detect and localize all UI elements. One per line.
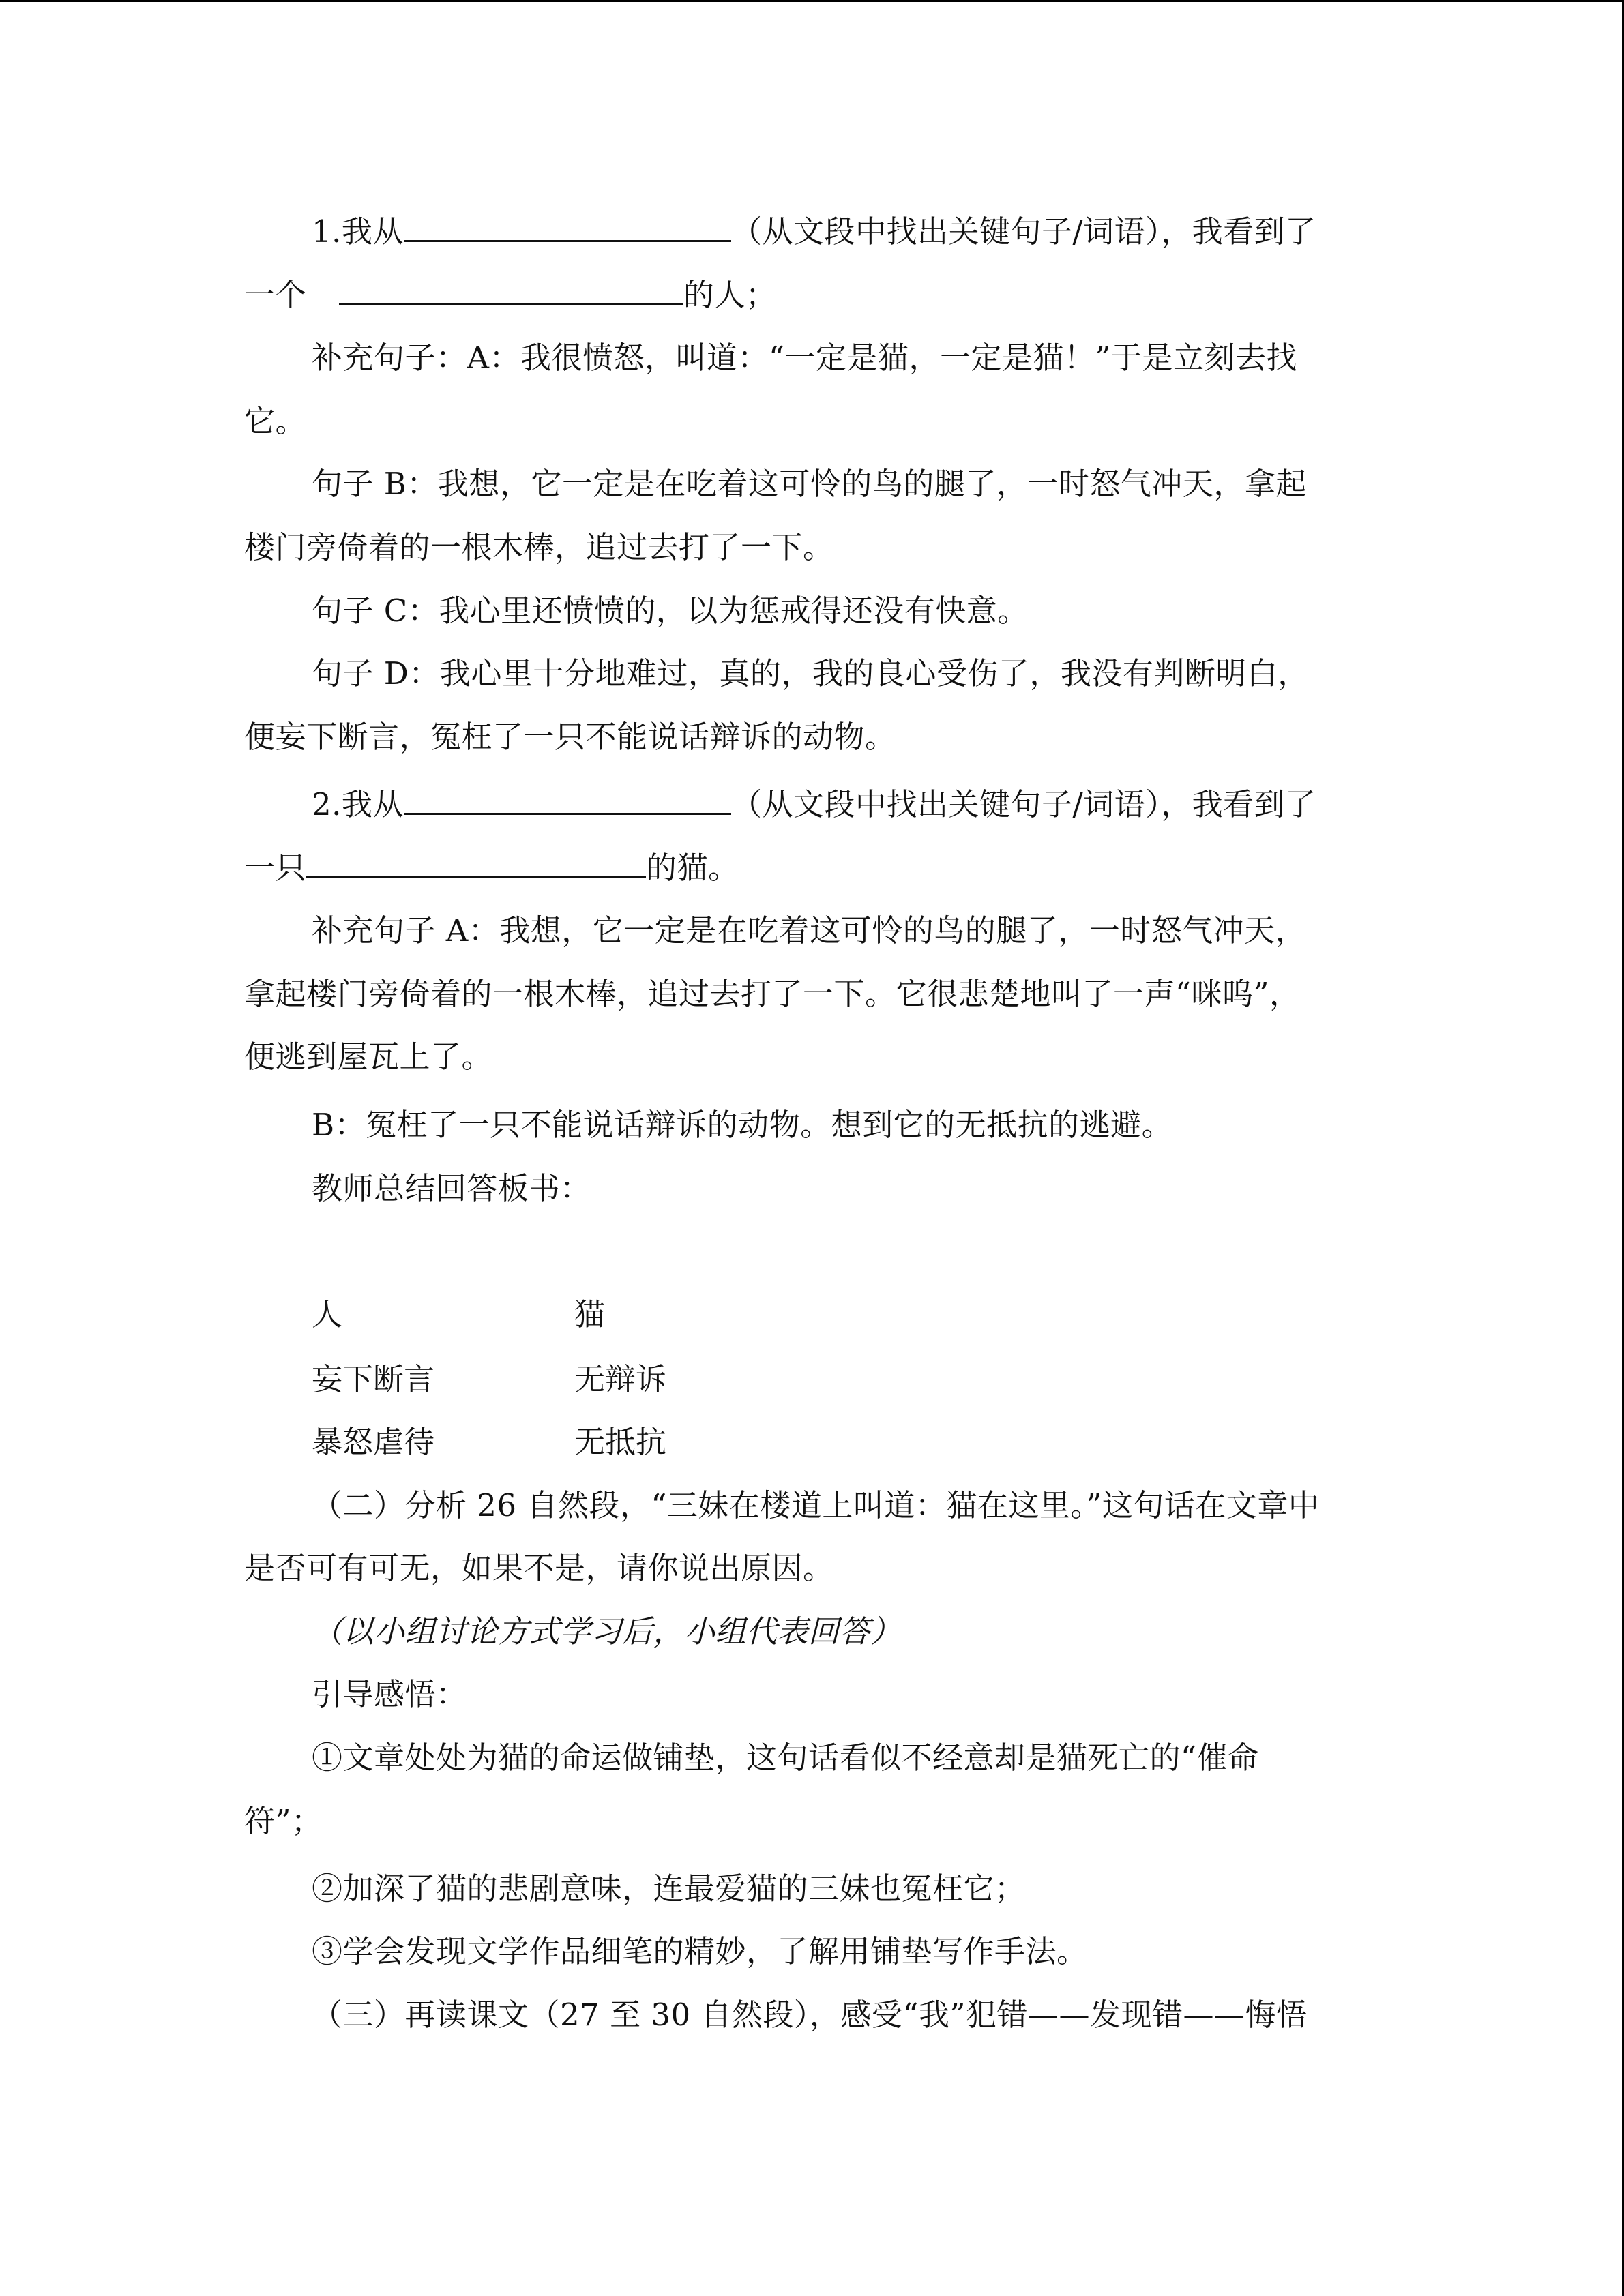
q2-supp-a-3: 便逃到屋瓦上了。 (244, 1039, 493, 1075)
section2-note: （以小组讨论方式学习后，小组代表回答） (312, 1613, 902, 1650)
board-col2-row2: 无辩诉 (574, 1361, 667, 1397)
q1-sent-c: 句子 C：我心里还愤愤的，以为惩戒得还没有快意。 (312, 593, 1029, 629)
guide-label: 引导感悟： (312, 1676, 467, 1712)
section2-line-2: 是否可有可无，如果不是，请你说出原因。 (244, 1550, 834, 1586)
q1-sent-d-2: 便妄下断言，冤枉了一只不能说话辩诉的动物。 (244, 719, 896, 755)
q2-prefix: 2.我从 (312, 786, 404, 822)
q2-blank-1[interactable] (404, 786, 731, 815)
q1-prefix: 1.我从 (312, 213, 404, 250)
q2-supp-a-1: 补充句子 A：我想，它一定是在吃着这可怜的鸟的腿了，一时怒气冲天， (312, 912, 1307, 949)
point2: ②加深了猫的悲剧意味，连最爱猫的三妹也冤枉它； (312, 1870, 1026, 1907)
q1-blank-1[interactable] (404, 213, 731, 242)
q2-supp-a-2: 拿起楼门旁倚着的一根木棒，追过去打了一下。它很悲楚地叫了一声“咪呜”， (244, 976, 1301, 1012)
q1-sent-b-1: 句子 B：我想，它一定是在吃着这可怜的鸟的腿了，一时怒气冲天，拿起 (312, 466, 1307, 502)
q1-line-2 (244, 275, 1376, 316)
q2-instruction: （从文段中找出关键句子/词语），我看到了 (730, 786, 1316, 822)
point3: ③学会发现文学作品细笔的精妙，了解用铺垫写作手法。 (312, 1933, 1088, 1969)
q1-sent-d-1: 句子 D：我心里十分地难过，真的，我的良心受伤了，我没有判断明白， (312, 655, 1309, 691)
q1-line-1 (312, 211, 1376, 252)
q1-sent-b-2: 楼门旁倚着的一根木棒，追过去打了一下。 (244, 529, 834, 565)
q2-line-2 (244, 848, 1376, 889)
board-col1-row3: 暴怒虐待 (312, 1424, 435, 1460)
point1-line-1: ①文章处处为猫的命运做铺垫，这句话看似不经意却是猫死亡的“催命 (312, 1740, 1259, 1776)
section3-line-1: （三）再读课文（27 至 30 自然段），感受“我”犯错——发现错——悔悟 (312, 1997, 1308, 2033)
board-col2-row3: 无抵抗 (574, 1424, 667, 1460)
q2-line-2-suffix: 的猫。 (646, 850, 739, 886)
q2-blank-2[interactable] (306, 849, 646, 878)
q1-supp-a-1: 补充句子：A：我很愤怒，叫道：“一定是猫，一定是猫！”于是立刻去找 (312, 340, 1298, 376)
board-col1-row1: 人 (312, 1296, 343, 1332)
q1-supp-a-2: 它。 (244, 403, 307, 439)
board-col1-row2: 妄下断言 (312, 1361, 435, 1397)
point1-line-2: 符”； (244, 1803, 323, 1839)
q1-blank-2[interactable] (339, 276, 683, 305)
q2-line-1 (312, 784, 1376, 825)
board-col2-row1: 猫 (574, 1296, 606, 1332)
section2-line-1: （二）分析 26 自然段，“三妹在楼道上叫道：猫在这里。”这句话在文章中 (312, 1487, 1320, 1523)
summary-label: 教师总结回答板书： (312, 1170, 591, 1206)
q2-line-2-prefix: 一只 (244, 850, 307, 886)
q1-instruction: （从文段中找出关键句子/词语），我看到了 (730, 213, 1316, 250)
q1-line-2-prefix: 一个 (244, 277, 307, 313)
q2-supp-b: B：冤枉了一只不能说话辩诉的动物。想到它的无抵抗的逃避。 (312, 1107, 1173, 1143)
q1-line-2-suffix: 的人； (683, 277, 777, 313)
